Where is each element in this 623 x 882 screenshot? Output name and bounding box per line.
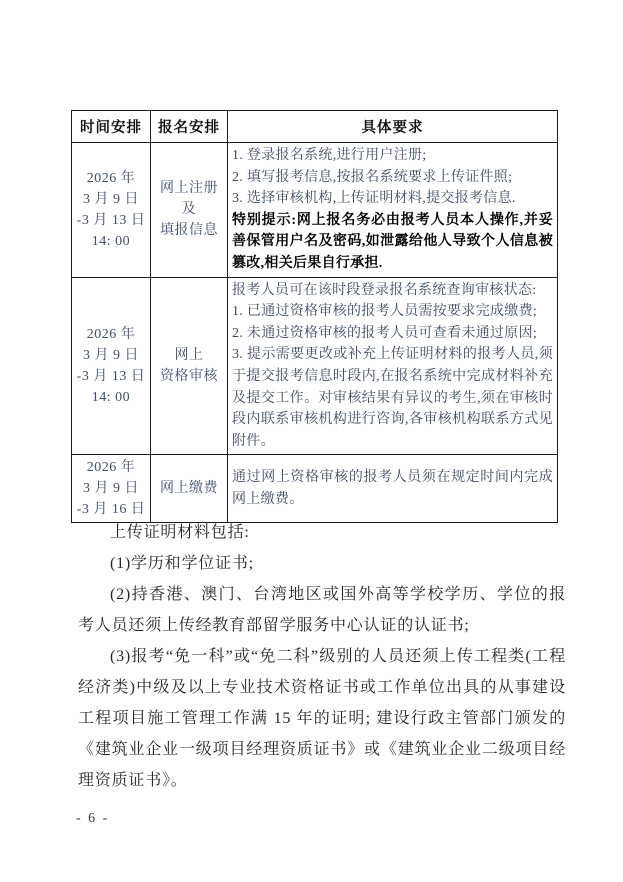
time-line: 14: 00 [91, 389, 131, 405]
time-line: 3 月 9 日 [83, 347, 139, 363]
table-header-row [72, 111, 558, 143]
time-line: 2026 年 [86, 170, 136, 186]
requirement-item: 报考人员可在该时段登录报名系统查询审核状态: [232, 282, 537, 298]
time-line: -3 月 13 日 [76, 212, 146, 228]
time-line: 14: 00 [91, 233, 131, 249]
time-line: -3 月 13 日 [76, 368, 146, 384]
table-row-online-registration [72, 143, 558, 278]
material-item-1: (1)学历和学位证书; [110, 555, 254, 572]
requirement-item: 通过网上资格审核的报考人员须在规定时间内完成网上缴费。 [232, 470, 553, 507]
material-item-2: (2)持香港、澳门、台湾地区或国外高等学校学历、学位的报考人员还须上传经教育部留学服务中心认证的认证书; [78, 586, 566, 634]
special-note: 特别提示:网上报名务必由报考人员本人操作,并妥善保管用户名及密码,如泄露给他人导致个人信息被篡改,相关后果自行承担. [232, 212, 553, 271]
table-row-online-payment [72, 455, 558, 523]
requirement-item: 3. 提示需要更改或补充上传证明材料的报考人员,须于提交报考信息时段内,在报名系统中完成材料补充及提交工作。对审核结果有异议的考生,须在审核时段内联系审核机构进行咨询,各审核机构联系方式见附件。 [232, 347, 553, 449]
stage-line: 及 [181, 202, 197, 218]
cell-stage-row1 [151, 143, 228, 278]
table-row-online-qualification-review [72, 277, 558, 455]
body-paragraphs [78, 517, 566, 796]
time-line: 3 月 9 日 [83, 481, 139, 497]
time-line: -3 月 16 日 [76, 502, 146, 518]
stage-line: 网上注册 [160, 181, 218, 197]
cell-requirements-row3 [228, 455, 558, 523]
time-line: 3 月 9 日 [83, 191, 139, 207]
stage-line: 填报信息 [160, 223, 218, 239]
cell-stage-row2 [151, 277, 228, 455]
stage-line: 资格审核 [160, 368, 218, 384]
requirement-item: 1. 已通过资格审核的报考人员需按要求完成缴费; [232, 304, 538, 320]
cell-time-row1 [72, 143, 151, 278]
page-number: - 6 - [76, 811, 110, 826]
cell-requirements-row1 [228, 143, 558, 278]
stage-line: 网上缴费 [160, 481, 218, 497]
cell-stage-row3 [151, 455, 228, 523]
header-specific-requirements: 具体要求 [228, 111, 558, 143]
cell-requirements-row2 [228, 277, 558, 455]
time-line: 2026 年 [86, 326, 136, 342]
upload-materials-intro: 上传证明材料包括: [110, 524, 250, 541]
requirement-item: 2. 填写报考信息,按报名系统要求上传证件照; [232, 169, 513, 185]
material-item-3: (3)报考“免一科”或“免二科”级别的人员还须上传工程类(工程经济类)中级及以上专业技术资格证书或工作单位出具的从事建设工程项目施工管理工作满 15 年的证明; 建设行政主管部门颁发的《建筑业企业一级项目经理资质证书》或《建筑业企业二级项目经理资质证书》。 [78, 648, 566, 789]
requirement-item: 3. 选择审核机构,上传证明材料,提交报考信息. [232, 191, 516, 207]
requirement-item: 1. 登录报名系统,进行用户注册; [232, 148, 427, 163]
header-registration-arrangement: 报名安排 [151, 111, 228, 143]
requirement-item: 2. 未通过资格审核的报考人员可查看未通过原因; [232, 325, 538, 341]
time-line: 2026 年 [86, 460, 136, 476]
stage-line: 网上 [174, 347, 204, 363]
registration-schedule-table [71, 110, 558, 523]
header-time-arrangement: 时间安排 [72, 111, 151, 143]
cell-time-row3 [72, 455, 151, 523]
cell-time-row2 [72, 277, 151, 455]
